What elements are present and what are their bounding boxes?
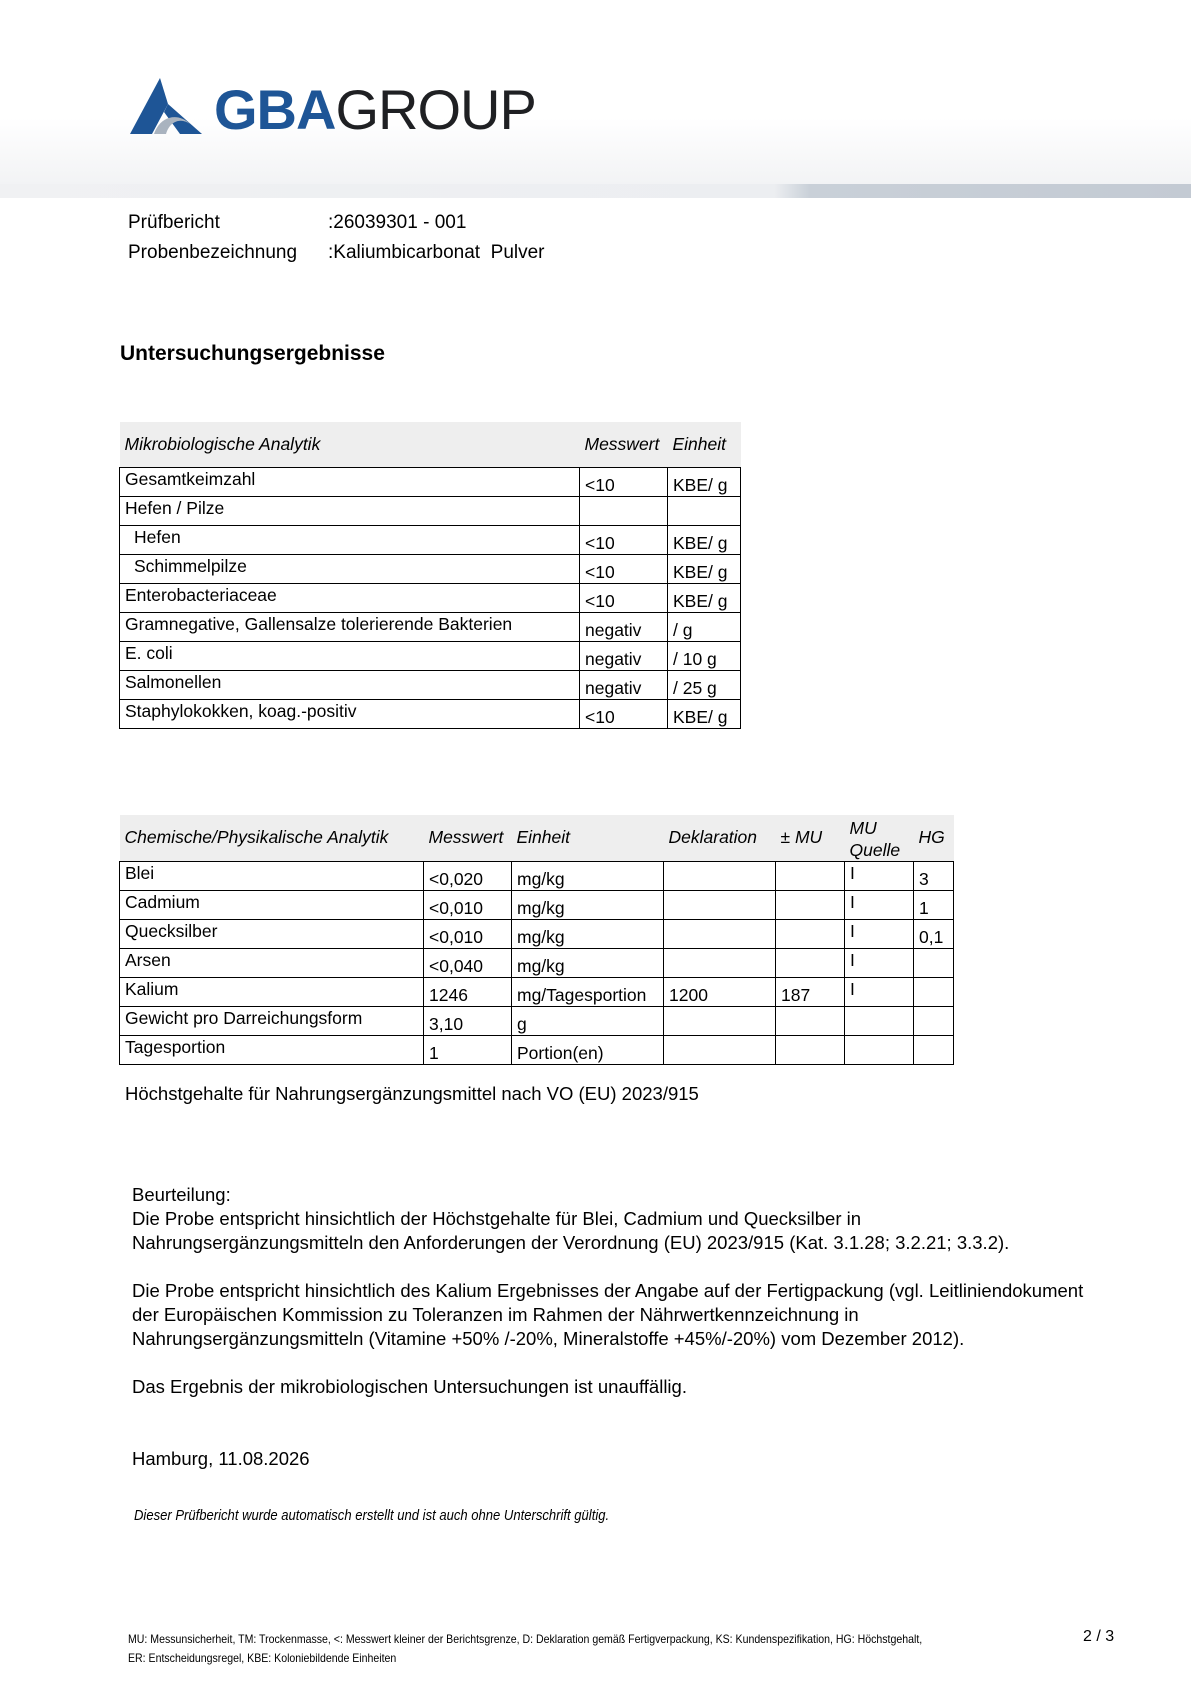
chem-table [119, 815, 954, 1065]
table-row [120, 467, 741, 496]
chem-declaration: 1200 [664, 977, 776, 1006]
table-row [120, 496, 741, 525]
chem-source: I [845, 948, 914, 977]
micro-unit: KBE/ g [668, 583, 741, 612]
section-title: Untersuchungsergebnisse [120, 342, 385, 365]
chem-unit: mg/kg [512, 948, 664, 977]
chem-source [845, 1006, 914, 1035]
chem-name: Quecksilber [120, 919, 424, 948]
chem-hg: 1 [914, 890, 954, 919]
micro-name: Staphylokokken, koag.-positiv [120, 699, 580, 728]
chem-mu [776, 919, 845, 948]
micro-unit: KBE/ g [668, 467, 741, 496]
chem-source: I [845, 890, 914, 919]
chem-hg [914, 977, 954, 1006]
micro-name: Schimmelpilze [120, 554, 580, 583]
logo-word-light: GROUP [335, 78, 536, 141]
assessment-heading: Beurteilung: [132, 1184, 231, 1205]
table-row [120, 554, 741, 583]
chem-name: Arsen [120, 948, 424, 977]
micro-unit [668, 496, 741, 525]
meta-label: Prüfbericht [128, 212, 220, 233]
chem-declaration [664, 948, 776, 977]
chem-value: <0,010 [424, 890, 512, 919]
chem-header-unit: Einheit [516, 827, 571, 848]
chem-header-value: Messwert [428, 827, 504, 848]
chem-mu [776, 948, 845, 977]
triangle-logo-icon [130, 76, 202, 142]
table-row [120, 525, 741, 554]
table-row [120, 641, 741, 670]
chem-header-source-label: Quelle [849, 839, 901, 860]
micro-table [119, 422, 741, 729]
chem-declaration [664, 1006, 776, 1035]
micro-header-row [120, 422, 741, 467]
chem-value: 1 [424, 1035, 512, 1064]
chem-mu [776, 1006, 845, 1035]
micro-unit: / 10 g [668, 641, 741, 670]
report-meta [128, 208, 545, 268]
micro-name: Gramnegative, Gallensalze tolerierende Bakterien [120, 612, 580, 641]
chem-header-mu: ± MU [780, 827, 823, 848]
header-stripe [0, 184, 1191, 198]
chem-mu [776, 890, 845, 919]
table-row [120, 699, 741, 728]
micro-unit: KBE/ g [668, 699, 741, 728]
auto-generated-note: Dieser Prüfbericht wurde automatisch erstellt und ist auch ohne Unterschrift gültig. [134, 1508, 610, 1524]
chem-header-declaration: Deklaration [668, 827, 758, 848]
micro-name: Hefen / Pilze [120, 496, 580, 525]
chem-header-analysis: Chemische/Physikalische Analytik [124, 827, 389, 848]
place-date: Hamburg, 11.08.2026 [132, 1448, 310, 1469]
chem-source: I [845, 919, 914, 948]
micro-header-value: Messwert [584, 433, 660, 454]
chem-hg [914, 948, 954, 977]
micro-name: Salmonellen [120, 670, 580, 699]
chem-header-hg: HG [918, 827, 945, 848]
chem-unit: mg/kg [512, 861, 664, 890]
meta-value: :26039301 - 001 [328, 212, 467, 233]
table-row [120, 919, 954, 948]
table-row [120, 1006, 954, 1035]
assessment-paragraph: Die Probe entspricht hinsichtlich des Kalium Ergebnisses der Angabe auf der Fertigpackung (vgl. Leitliniendokument der Europäischen Kommission zu Toleranzen im Rahmen der Nährwertkennzeichnung in Nahrungsergänzungsmitteln (Vitamine +50% /-20%, Mineralstoffe +45%/-20%) vom Dezember 2012). [132, 1280, 1084, 1349]
chem-unit: Portion(en) [512, 1035, 664, 1064]
chem-header-mu-source [845, 815, 914, 861]
chem-header-row [120, 815, 954, 861]
chem-name: Tagesportion [120, 1035, 424, 1064]
micro-name: Hefen [120, 525, 580, 554]
chem-unit: g [512, 1006, 664, 1035]
micro-unit: / 25 g [668, 670, 741, 699]
chem-name: Cadmium [120, 890, 424, 919]
chem-value: 1246 [424, 977, 512, 1006]
logo-wordmark [214, 80, 536, 140]
table-row [120, 890, 954, 919]
table-row [120, 583, 741, 612]
footer-legend [128, 1630, 922, 1668]
micro-value: <10 [580, 583, 668, 612]
micro-value: <10 [580, 467, 668, 496]
chem-value: 3,10 [424, 1006, 512, 1035]
chem-name: Gewicht pro Darreichungsform [120, 1006, 424, 1035]
meta-value: :Kaliumbicarbonat Pulver [328, 242, 545, 263]
chem-declaration [664, 919, 776, 948]
chem-hg: 0,1 [914, 919, 954, 948]
chem-name: Kalium [120, 977, 424, 1006]
chem-declaration [664, 1035, 776, 1064]
table-row [120, 670, 741, 699]
micro-value: <10 [580, 699, 668, 728]
chem-hg [914, 1006, 954, 1035]
chem-declaration [664, 861, 776, 890]
micro-unit: / g [668, 612, 741, 641]
logo-word-strong: GBA [214, 78, 336, 141]
micro-value: <10 [580, 554, 668, 583]
micro-value: negativ [580, 670, 668, 699]
micro-header-analysis: Mikrobiologische Analytik [124, 433, 321, 454]
table-row [120, 612, 741, 641]
chem-declaration [664, 890, 776, 919]
chem-source [845, 1035, 914, 1064]
micro-value: negativ [580, 641, 668, 670]
chem-source: I [845, 861, 914, 890]
chem-unit: mg/kg [512, 890, 664, 919]
limits-note: Höchstgehalte für Nahrungsergänzungsmittel nach VO (EU) 2023/915 [125, 1083, 699, 1104]
chem-source: I [845, 977, 914, 1006]
assessment-paragraph: Das Ergebnis der mikrobiologischen Untersuchungen ist unauffällig. [132, 1376, 687, 1397]
micro-name: Enterobacteriaceae [120, 583, 580, 612]
chem-value: <0,010 [424, 919, 512, 948]
table-row [120, 1035, 954, 1064]
chem-hg [914, 1035, 954, 1064]
chem-unit: mg/kg [512, 919, 664, 948]
micro-header-unit: Einheit [672, 433, 727, 454]
micro-unit: KBE/ g [668, 525, 741, 554]
chem-unit: mg/Tagesportion [512, 977, 664, 1006]
meta-row-sample [128, 238, 545, 268]
chem-header-mu-label: MU [849, 817, 877, 838]
footer-line: ER: Entscheidungsregel, KBE: Koloniebildende Einheiten [128, 1651, 397, 1665]
page-number: 2 / 3 [1083, 1628, 1115, 1645]
chem-mu [776, 861, 845, 890]
table-row [120, 948, 954, 977]
table-row [120, 977, 954, 1006]
assessment-block [132, 1183, 1092, 1423]
table-row [120, 861, 954, 890]
chem-name: Blei [120, 861, 424, 890]
micro-value: <10 [580, 525, 668, 554]
micro-value [580, 496, 668, 525]
assessment-paragraph: Die Probe entspricht hinsichtlich der Höchstgehalte für Blei, Cadmium und Quecksilber in Nahrungsergänzungsmitteln den Anforderungen der Verordnung (EU) 2023/915 (Kat. 3.1.28; 3.2.21; 3.3.2). [132, 1208, 1010, 1253]
micro-value: negativ [580, 612, 668, 641]
chem-value: <0,020 [424, 861, 512, 890]
micro-name: E. coli [120, 641, 580, 670]
footer-line: MU: Messunsicherheit, TM: Trockenmasse, <: Messwert kleiner der Berichtsgrenze, D: Deklaration gemäß Fertigverpackung, KS: Kundenspezifikation, HG: Höchstgehalt, [128, 1632, 923, 1646]
chem-value: <0,040 [424, 948, 512, 977]
chem-mu [776, 1035, 845, 1064]
micro-unit: KBE/ g [668, 554, 741, 583]
meta-label: Probenbezeichnung [128, 242, 298, 263]
meta-row-report [128, 208, 545, 238]
chem-mu: 187 [776, 977, 845, 1006]
chem-hg: 3 [914, 861, 954, 890]
company-logo [130, 76, 570, 142]
micro-name: Gesamtkeimzahl [120, 467, 580, 496]
